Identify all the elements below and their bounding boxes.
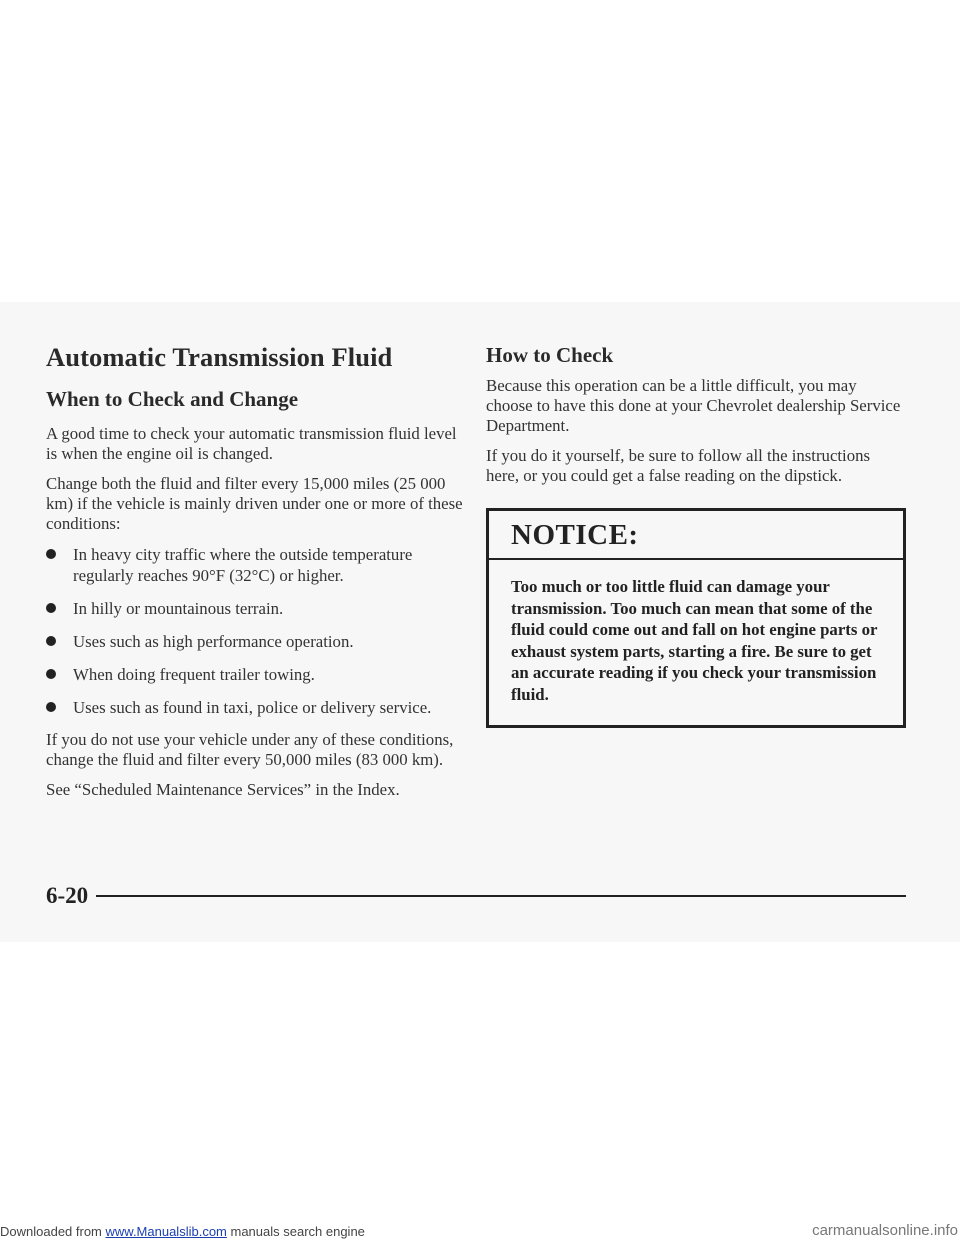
list-item-text: Uses such as high performance operation. [73,632,354,651]
notice-heading: NOTICE: [489,511,903,560]
list-item-text: In hilly or mountainous terrain. [73,599,284,618]
bullet-icon [46,702,56,712]
subsection-title-when-to-check: When to Check and Change [46,387,299,411]
bullet-icon [46,549,56,559]
bullet-icon [46,636,56,646]
list-item [46,544,466,586]
paragraph-normal-interval: If you do not use your vehicle under any of these conditions, change the fluid and filter every 50,000 miles (83 000 km). [46,730,454,769]
section-title: Automatic Transmission Fluid [46,342,393,372]
watermark-suffix: manuals search engine [226,1224,365,1239]
paragraph-do-it-yourself: If you do it yourself, be sure to follow all the instructions here, or you could get a false reading on the dipstick. [486,446,871,485]
paragraph-good-time: A good time to check your automatic transmission fluid level is when the engine oil is changed. [46,424,457,463]
list-item-text: When doing frequent trailer towing. [73,665,315,684]
right-column [486,338,906,728]
list-item [46,697,466,718]
notice-box [486,508,906,728]
left-column [46,338,466,800]
conditions-list [46,544,466,718]
download-watermark [0,1222,960,1242]
page-number: 6-20 [46,883,89,908]
paragraph-dealership: Because this operation can be a little difficult, you may choose to have this done at your Chevrolet dealership Service Department. [486,376,901,435]
list-item [46,631,466,652]
subsection-title-how-to-check: How to Check [486,343,614,367]
page-footer [46,880,906,912]
paragraph-see-index: See “Scheduled Maintenance Services” in the Index. [46,780,400,799]
watermark-source [0,1224,365,1239]
list-item-text: In heavy city traffic where the outside temperature regularly reaches 90°F (32°C) or higher. [73,545,413,585]
manualslib-link[interactable]: www.Manualslib.com [105,1224,227,1239]
notice-body: Too much or too little fluid can damage your transmission. Too much can mean that some of the fluid could come out and fall on hot engine parts or exhaust system parts, starting a fire. Be sure to get an accurate reading if you check your transmission fluid. [511,577,878,704]
watermark-site: carmanualsonline.info [812,1222,958,1239]
paragraph-change-interval: Change both the fluid and filter every 15,000 miles (25 000 km) if the vehicle is mainly driven under one or more of these conditions: [46,474,463,533]
bullet-icon [46,603,56,613]
footer-rule [96,895,906,897]
list-item-text: Uses such as found in taxi, police or delivery service. [73,698,432,717]
bullet-icon [46,669,56,679]
list-item [46,598,466,619]
watermark-prefix: Downloaded from [0,1224,106,1239]
list-item [46,664,466,685]
